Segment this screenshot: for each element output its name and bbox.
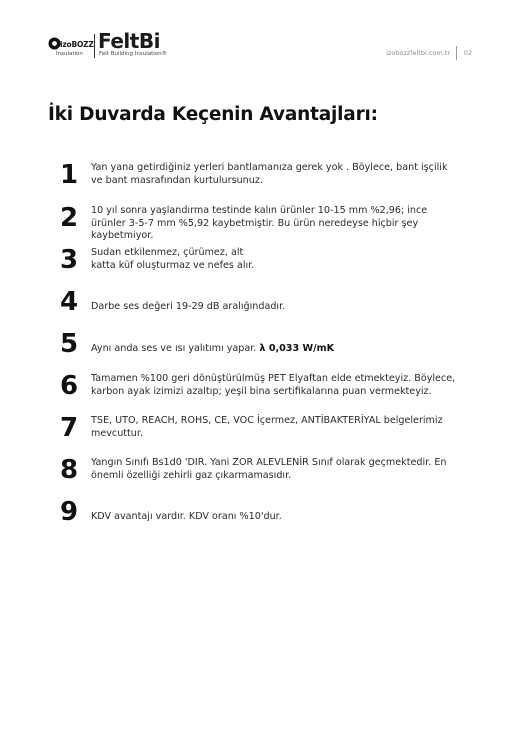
item-number: 9 bbox=[60, 497, 79, 527]
page-number: 02 bbox=[463, 49, 472, 57]
item-number: 1 bbox=[60, 160, 79, 190]
item-number: 3 bbox=[60, 245, 79, 275]
item-number: 2 bbox=[60, 203, 79, 233]
item-text: 10 yıl sonra yaşlandırma testinde kalın ürünler 10-15 mm %2,96; ince ürünler 3-5-7 mm %5,92 kaybetmiştir. Bu ürün neredeyse hiçbir şey kaybetmiyor. bbox=[91, 205, 428, 241]
thermal-conductivity-value: λ 0,033 W/mK bbox=[259, 343, 335, 354]
item-text: Tamamen %100 geri dönüştürülmüş PET Elyaftan elde etmekteyiz. Böylece, karbon ayak izimizi azaltıp; yeşil bina sertifikalarına puan vermekteyiz. bbox=[91, 373, 456, 397]
header-divider bbox=[456, 46, 457, 60]
logo-divider bbox=[94, 34, 95, 58]
item-text: Darbe ses değeri 19-29 dB aralığındadır. bbox=[91, 301, 286, 312]
item-number: 4 bbox=[60, 287, 79, 317]
item-text-main: Aynı anda ses ve ısı yalıtımı yapar. bbox=[91, 343, 257, 354]
item-text: Yan yana getirdiğiniz yerleri bantlamanıza gerek yok . Böylece, bant işçilik ve bant masrafından kurtulursunuz. bbox=[91, 162, 448, 186]
item-text: TSE, UTO, REACH, ROHS, CE, VOC İçermez, ANTİBAKTERİYAL belgelerimiz mevcuttur. bbox=[91, 415, 443, 439]
feltbi-subtitle: Felt Building Insulation® bbox=[99, 51, 168, 57]
item-text: Sudan etkilenmez, çürümez, alt katta küf oluşturmaz ve nefes alır. bbox=[91, 247, 255, 271]
item-text: Yangın Sınıfı Bs1d0 'DIR. Yani ZOR ALEVLENİR Sınıf olarak geçmektedir. En önemli özelliği zehirli gaz çıkarmamasıdır. bbox=[91, 457, 447, 481]
izobozz-subtitle: Insulation bbox=[56, 51, 83, 57]
item-number: 6 bbox=[60, 371, 79, 401]
item-number: 7 bbox=[60, 413, 79, 443]
item-text: KDV avantajı vardır. KDV oranı %10'dur. bbox=[91, 511, 282, 522]
feltbi-logo: FeltBi bbox=[98, 29, 160, 53]
item-text bbox=[91, 343, 461, 356]
izobozz-name: izoBOZZ bbox=[60, 40, 94, 49]
item-number: 8 bbox=[60, 455, 79, 485]
website-url[interactable]: izobozzfeltbi.com.tr bbox=[386, 49, 450, 57]
page-title: İki Duvarda Keçenin Avantajları: bbox=[48, 104, 378, 125]
item-number: 5 bbox=[60, 329, 79, 359]
page-header bbox=[48, 29, 472, 64]
